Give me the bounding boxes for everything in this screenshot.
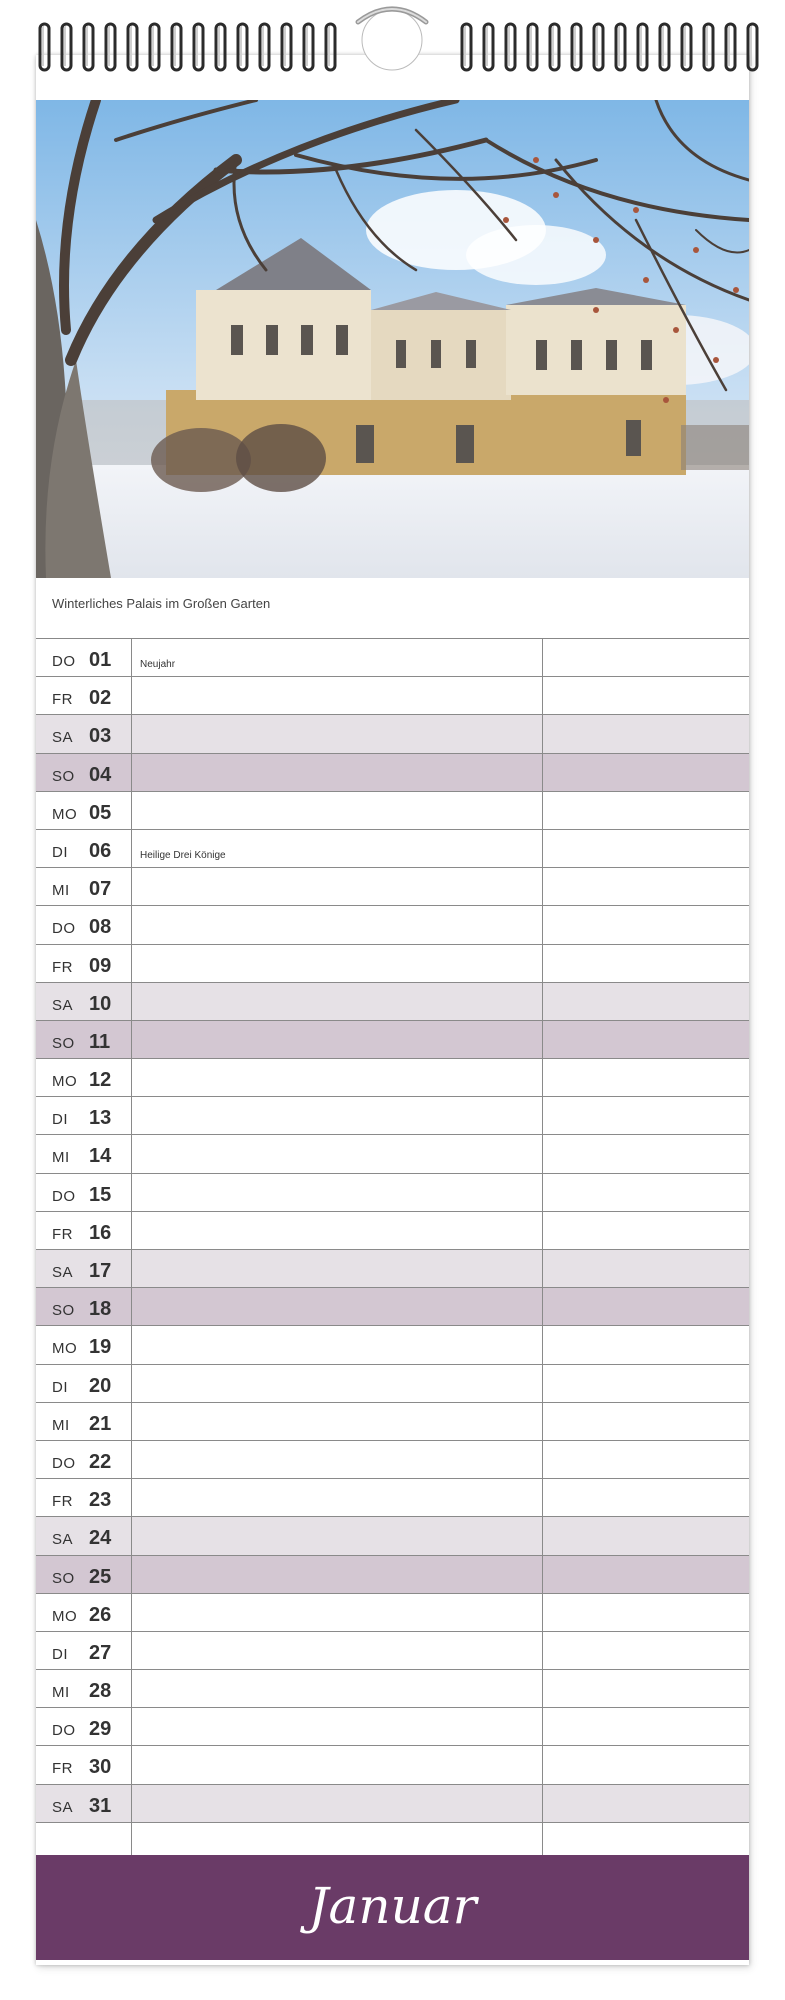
day-number: 02 [89,687,112,710]
day-row [36,1785,749,1823]
day-number: 23 [89,1489,112,1512]
day-number: 15 [89,1183,112,1206]
weekday-label: MI [52,882,70,900]
weekday-label: MI [52,1149,70,1167]
binding-coil [304,24,313,70]
day-row [36,1021,749,1059]
day-row [36,1746,749,1784]
binding-coil [216,24,225,70]
day-row [36,983,749,1021]
day-number: 09 [89,954,112,977]
weekday-label: DI [52,1645,68,1663]
day-row [36,1632,749,1670]
day-number: 06 [89,839,112,862]
binding-coil [150,24,159,70]
binding-coil [748,24,757,70]
day-number: 01 [89,649,112,671]
weekday-label: DI [52,1111,68,1129]
weekday-label: DO [52,920,76,938]
day-number: 26 [89,1603,112,1626]
day-row [36,754,749,792]
day-row [36,1059,749,1097]
binding-coil [726,24,735,70]
weekday-label: FR [52,1493,73,1511]
weekday-label: SA [52,1531,74,1549]
day-row [36,1212,749,1250]
binding-coil [282,24,291,70]
day-row [36,1097,749,1135]
weekday-label: DO [52,1187,76,1205]
day-number: 21 [89,1412,112,1435]
day-row [36,945,749,983]
binding-coil [106,24,115,70]
column-divider [542,639,543,1855]
weekday-label: MO [52,1607,78,1625]
day-row [36,1174,749,1212]
day-number: 27 [89,1641,112,1664]
binding-coil [128,24,137,70]
day-number: 12 [89,1069,112,1092]
binding-coil [238,24,247,70]
weekday-label: MI [52,1416,70,1434]
day-number: 10 [89,992,112,1015]
day-row [36,868,749,906]
day-number: 03 [89,725,112,748]
day-row [36,1250,749,1288]
day-number: 31 [89,1794,112,1817]
weekday-label: MO [52,1340,78,1358]
day-row [36,1365,749,1403]
day-grid [36,639,749,1823]
binding-coil [572,24,581,70]
binding-coil [260,24,269,70]
binding-coil [84,24,93,70]
day-row [36,715,749,753]
day-row [36,1441,749,1479]
day-number: 24 [89,1527,112,1550]
weekday-label: FR [52,958,73,976]
binding-coil [62,24,71,70]
day-number: 08 [89,916,112,939]
day-number: 11 [89,1030,111,1053]
day-number: 17 [89,1260,112,1282]
day-number: 18 [89,1298,112,1321]
weekday-label: SA [52,1798,74,1816]
binding-coil [326,24,335,70]
day-number: 30 [89,1756,112,1779]
month-footer [36,1855,749,1960]
day-row [36,1708,749,1746]
weekday-label: FR [52,691,73,709]
weekday-label: FR [52,1225,73,1243]
weekday-label: FR [52,1760,73,1778]
wire-binding [0,0,785,90]
day-number: 22 [89,1450,112,1473]
day-number: 25 [89,1565,112,1588]
day-row [36,792,749,830]
binding-coil [682,24,691,70]
day-number: 29 [89,1718,112,1741]
day-row [36,677,749,715]
weekday-label: DO [52,1454,76,1472]
day-row [36,1135,749,1173]
weekday-label: MI [52,1684,70,1702]
binding-coil [40,24,49,70]
day-row [36,1288,749,1326]
photo-winter-palace [36,100,749,578]
weekday-label: SA [52,1264,74,1281]
weekday-label: MO [52,1073,78,1091]
binding-coil [660,24,669,70]
day-row [36,906,749,944]
weekday-label: DO [52,653,76,670]
day-row [36,1670,749,1708]
binding-coil [484,24,493,70]
weekday-label: SA [52,996,74,1014]
holiday-note: Heilige Drei Könige [140,849,226,861]
binding-coil [462,24,471,70]
weekday-label: DI [52,843,68,861]
day-row [36,830,749,868]
day-number: 14 [89,1145,112,1168]
binding-coil [594,24,603,70]
column-divider [131,639,132,1855]
day-row [36,1479,749,1517]
day-number: 20 [89,1374,112,1397]
weekday-label: DI [52,1378,68,1396]
binding-coil [506,24,515,70]
day-number: 04 [89,763,112,786]
binding-coil [528,24,537,70]
day-number: 19 [89,1336,112,1359]
holiday-note: Neujahr [140,659,176,670]
weekday-label: SO [52,767,75,785]
day-row [36,639,749,677]
weekday-label: DO [52,1722,76,1740]
day-row [36,1403,749,1441]
binding-coil [172,24,181,70]
binding-coil [704,24,713,70]
day-number: 07 [89,878,112,901]
month-title: Januar [308,1877,477,1935]
day-row [36,1556,749,1594]
weekday-label: SO [52,1034,75,1052]
binding-coil [638,24,647,70]
photo-caption: Winterliches Palais im Großen Garten [52,596,271,611]
day-row [36,1517,749,1555]
weekday-label: SO [52,1302,75,1320]
binding-coil [616,24,625,70]
day-row [36,1594,749,1632]
weekday-label: MO [52,805,78,823]
day-number: 05 [89,801,112,824]
weekday-label: SO [52,1569,75,1587]
day-number: 13 [89,1107,112,1130]
weekday-label: SA [52,729,74,747]
binding-coil [194,24,203,70]
day-number: 28 [89,1680,112,1703]
binding-coil [550,24,559,70]
day-row [36,1326,749,1364]
day-number: 16 [89,1221,112,1244]
